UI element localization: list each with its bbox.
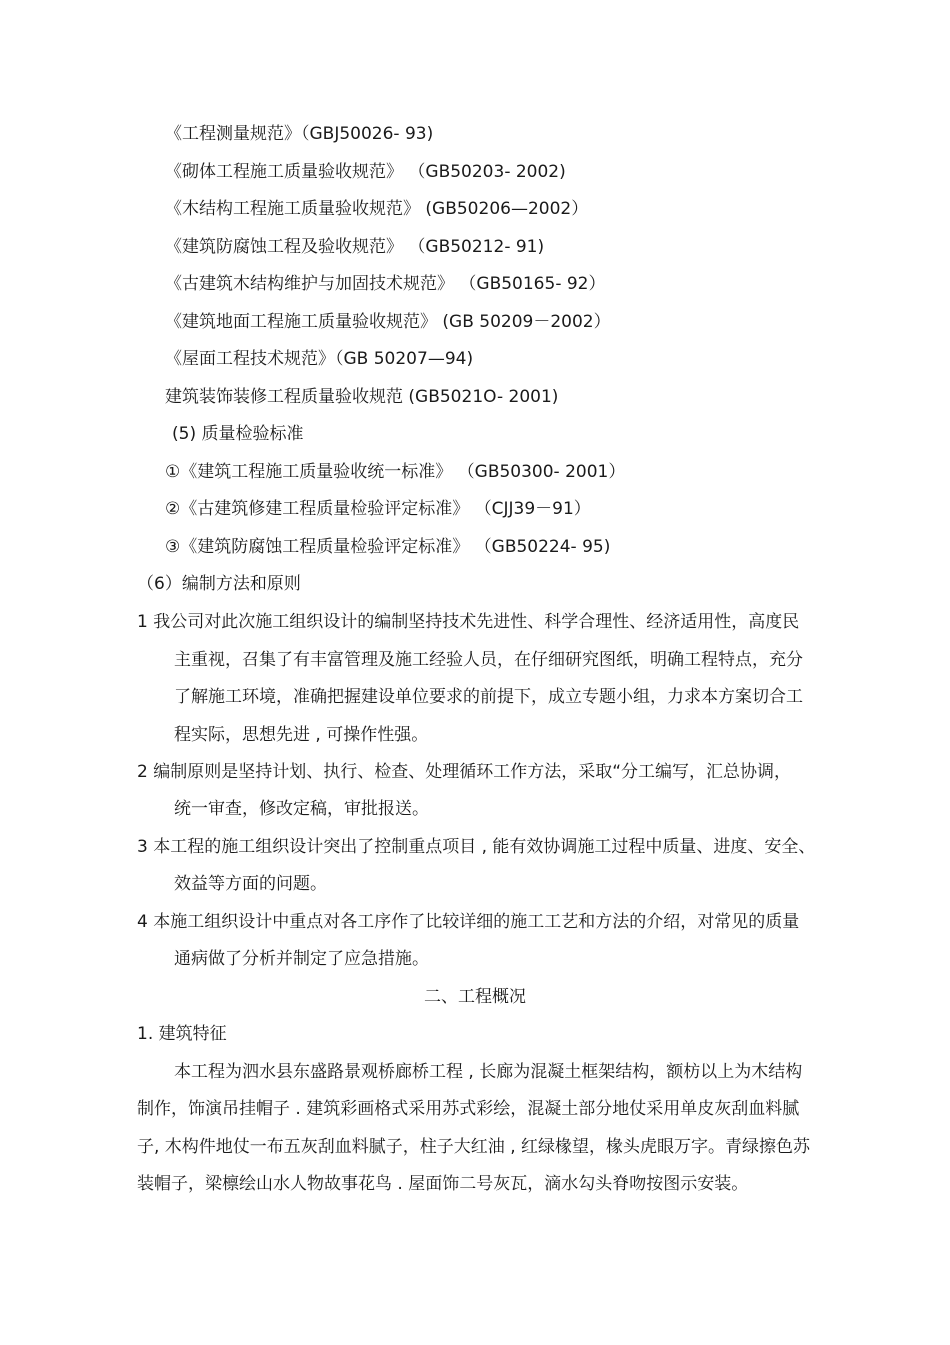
building-paragraph-line: 本工程为泗水县东盛路景观桥廊桥工程 , 长廊为混凝土框架结构，额枋以上为木结构 bbox=[174, 1062, 803, 1082]
standard-item: 建筑装饰装修工程质量验收规范 (GB5021O- 2001) bbox=[165, 387, 559, 407]
standard-item: 《砌体工程施工质量验收规范》 （GB50203- 2002) bbox=[165, 162, 566, 182]
principle-line: 4 本施工组织设计中重点对各工序作了比较详细的施工工艺和方法的介绍，对常见的质量 bbox=[137, 912, 800, 932]
principle-line: 统一审查，修改定稿，审批报送。 bbox=[174, 799, 429, 819]
quality-heading: (5) 质量检验标准 bbox=[172, 424, 304, 444]
building-paragraph-line: 制作，饰演吊挂帽子 . 建筑彩画格式采用苏式彩绘，混凝土部分地仗采用单皮灰刮血料腻 bbox=[137, 1099, 800, 1119]
principle-line: 了解施工环境，准确把握建设单位要求的前提下，成立专题小组，力求本方案切合工 bbox=[174, 687, 803, 707]
quality-standard-item: ②《古建筑修建工程质量检验评定标准》 （CJJ39－91） bbox=[165, 499, 591, 519]
principle-line: 3 本工程的施工组织设计突出了控制重点项目 , 能有效协调施工过程中质量、进度、安全、 bbox=[137, 837, 816, 857]
building-paragraph-line: 装帽子，梁檩绘山水人物故事花鸟 . 屋面饰二号灰瓦，滴水勾头脊吻按图示安装。 bbox=[137, 1174, 749, 1194]
method-heading: （6）编制方法和原则 bbox=[137, 574, 301, 594]
principle-line: 2 编制原则是坚持计划、执行、检查、处理循环工作方法，采取“分工编写，汇总协调， bbox=[137, 762, 792, 782]
building-heading: 1. 建筑特征 bbox=[137, 1024, 227, 1044]
principle-line: 主重视，召集了有丰富管理及施工经验人员，在仔细研究图纸，明确工程特点，充分 bbox=[174, 650, 803, 670]
principle-line: 通病做了分析并制定了应急措施。 bbox=[174, 949, 429, 969]
quality-standard-item: ③《建筑防腐蚀工程质量检验评定标准》 （GB50224- 95) bbox=[165, 537, 611, 557]
standard-item: 《建筑防腐蚀工程及验收规范》 （GB50212- 91) bbox=[165, 237, 545, 257]
standard-item: 《建筑地面工程施工质量验收规范》 (GB 50209－2002） bbox=[165, 312, 611, 332]
standard-item: 《古建筑木结构维护与加固技术规范》 （GB50165- 92） bbox=[165, 274, 606, 294]
standard-item: 《木结构工程施工质量验收规范》 (GB50206—2002） bbox=[165, 199, 589, 219]
standard-item: 《工程测量规范》（GBJ50026- 93) bbox=[165, 124, 434, 144]
standard-item: 《屋面工程技术规范》（GB 50207—94) bbox=[165, 349, 474, 369]
principle-line: 程实际，思想先进 , 可操作性强。 bbox=[174, 725, 429, 745]
quality-standard-item: ①《建筑工程施工质量验收统一标准》 （GB50300- 2001） bbox=[165, 462, 626, 482]
building-paragraph-line: 子, 木构件地仗一布五灰刮血料腻子，柱子大红油 , 红绿椽望，椽头虎眼万字。青绿擦色苏 bbox=[137, 1137, 811, 1157]
principle-line: 效益等方面的问题。 bbox=[174, 874, 327, 894]
principle-line: 1 我公司对此次施工组织设计的编制坚持技术先进性、科学合理性、经济适用性，高度民 bbox=[137, 612, 800, 632]
section-title: 二、工程概况 bbox=[424, 987, 526, 1007]
